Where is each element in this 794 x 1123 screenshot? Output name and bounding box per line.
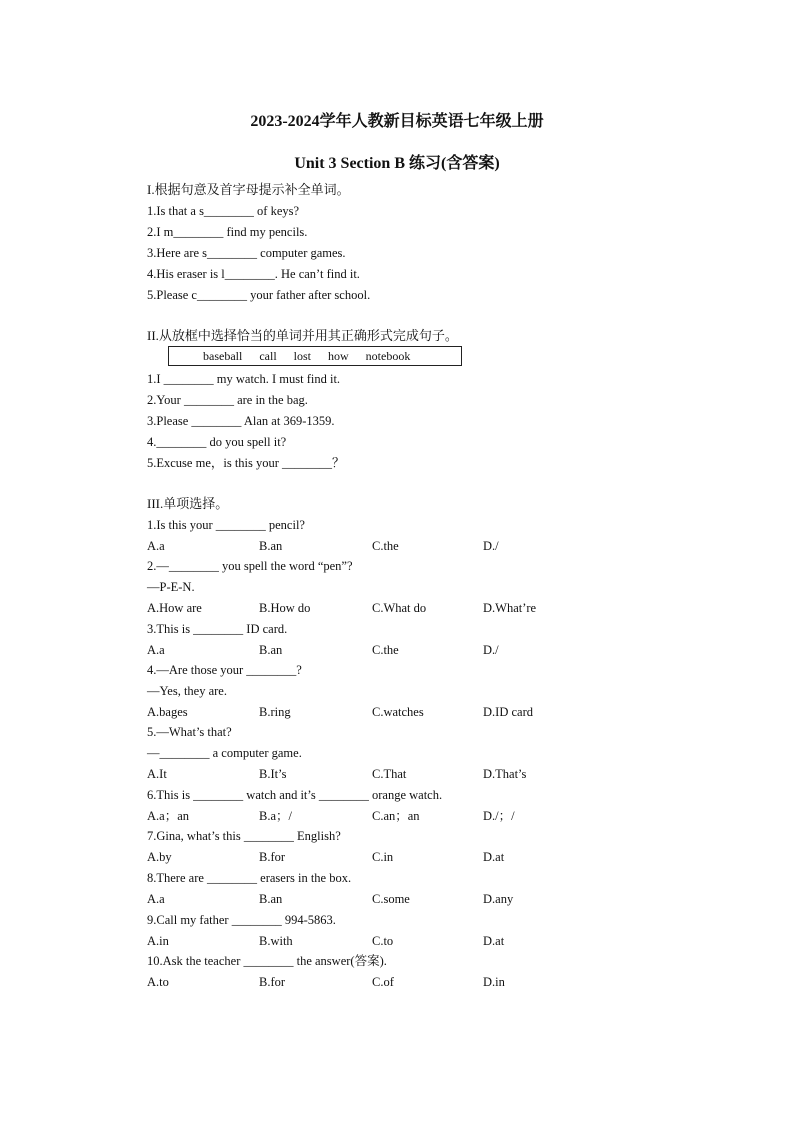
word-bank-word: baseball — [203, 348, 243, 363]
q4-option-a: A.bages — [147, 705, 188, 719]
s2-item-3: 3.Please ________ Alan at 369-1359. — [147, 414, 335, 428]
q9-option-a: A.in — [147, 934, 169, 948]
document-subtitle: Unit 3 Section B 练习(含答案) — [294, 155, 500, 172]
q6-option-c: C.an；an — [372, 809, 420, 823]
q4-stem: 4.—Are those your ________? — [147, 663, 302, 677]
q3-option-a: A.a — [147, 643, 165, 657]
s1-item-2: 2.I m________ find my pencils. — [147, 225, 308, 239]
q10-option-d: D.in — [483, 975, 505, 989]
s1-item-5: 5.Please c________ your father after school. — [147, 288, 371, 302]
q5-option-b: B.It’s — [259, 767, 287, 781]
q4-option-b: B.ring — [259, 705, 291, 719]
q3-stem: 3.This is ________ ID card. — [147, 622, 288, 636]
q1-option-a: A.a — [147, 539, 165, 553]
q1-option-c: C.the — [372, 539, 399, 553]
q1-stem: 1.Is this your ________ pencil? — [147, 518, 305, 532]
q5-option-d: D.That’s — [483, 767, 527, 781]
s2-item-2: 2.Your ________ are in the bag. — [147, 393, 308, 407]
q9-option-c: C.to — [372, 934, 394, 948]
q6-option-b: B.a；/ — [259, 809, 292, 823]
q2-option-b: B.How do — [259, 601, 311, 615]
q2-option-d: D.What’re — [483, 601, 537, 615]
q7-stem: 7.Gina, what’s this ________ English? — [147, 829, 341, 843]
q7-option-d: D.at — [483, 850, 505, 864]
q6-option-d: D./；/ — [483, 809, 515, 823]
q9-option-d: D.at — [483, 934, 505, 948]
q2-option-a: A.How are — [147, 601, 202, 615]
document-title: 2023-2024学年人教新目标英语七年级上册 — [250, 113, 544, 130]
word-bank-word: lost — [293, 348, 311, 363]
q10-option-c: C.of — [372, 975, 394, 989]
q8-option-c: C.some — [372, 892, 410, 906]
q3-option-c: C.the — [372, 643, 399, 657]
word-bank-word: how — [328, 348, 349, 363]
section-1-heading: I.根据句意及首字母提示补全单词。 — [147, 182, 350, 197]
section-2-heading: II.从放框中选择恰当的单词并用其正确形式完成句子。 — [147, 328, 458, 343]
q1-option-d: D./ — [483, 539, 499, 553]
q8-option-a: A.a — [147, 892, 165, 906]
s1-item-1: 1.Is that a s________ of keys? — [147, 204, 300, 218]
word-bank-word: call — [259, 348, 277, 363]
q8-option-d: D.any — [483, 892, 514, 906]
q8-option-b: B.an — [259, 892, 283, 906]
q7-option-c: C.in — [372, 850, 394, 864]
q10-option-a: A.to — [147, 975, 169, 989]
q5-stem-answer: —________ a computer game. — [147, 746, 302, 760]
q9-stem: 9.Call my father ________ 994-5863. — [147, 913, 336, 927]
q5-option-a: A.It — [147, 767, 167, 781]
s2-item-4: 4.________ do you spell it? — [147, 435, 287, 449]
q4-option-c: C.watches — [372, 705, 424, 719]
q7-option-a: A.by — [147, 850, 172, 864]
s1-item-3: 3.Here are s________ computer games. — [147, 246, 346, 260]
q10-option-b: B.for — [259, 975, 286, 989]
word-bank-box — [168, 346, 462, 366]
q2-option-c: C.What do — [372, 601, 427, 615]
q5-option-c: C.That — [372, 767, 407, 781]
q7-option-b: B.for — [259, 850, 286, 864]
q3-option-d: D./ — [483, 643, 499, 657]
q6-option-a: A.a；an — [147, 809, 189, 823]
q10-stem: 10.Ask the teacher ________ the answer(答案). — [147, 954, 387, 968]
word-bank-word: notebook — [365, 348, 411, 363]
q1-option-b: B.an — [259, 539, 283, 553]
s2-item-5: 5.Excuse me，is this your ________？ — [147, 456, 345, 470]
q4-stem-answer: —Yes, they are. — [147, 684, 227, 698]
q4-option-d: D.ID card — [483, 705, 533, 719]
q6-stem: 6.This is ________ watch and it’s ________ orange watch. — [147, 788, 443, 802]
s2-item-1: 1.I ________ my watch. I must find it. — [147, 372, 341, 386]
s1-item-4: 4.His eraser is l________. He can’t find it. — [147, 267, 360, 281]
q5-stem: 5.—What’s that? — [147, 725, 232, 739]
q2-stem: 2.—________ you spell the word “pen”? — [147, 559, 353, 573]
q8-stem: 8.There are ________ erasers in the box. — [147, 871, 352, 885]
section-3-heading: III.单项选择。 — [147, 496, 229, 511]
q3-option-b: B.an — [259, 643, 283, 657]
q2-stem-answer: —P-E-N. — [147, 580, 195, 594]
q9-option-b: B.with — [259, 934, 293, 948]
